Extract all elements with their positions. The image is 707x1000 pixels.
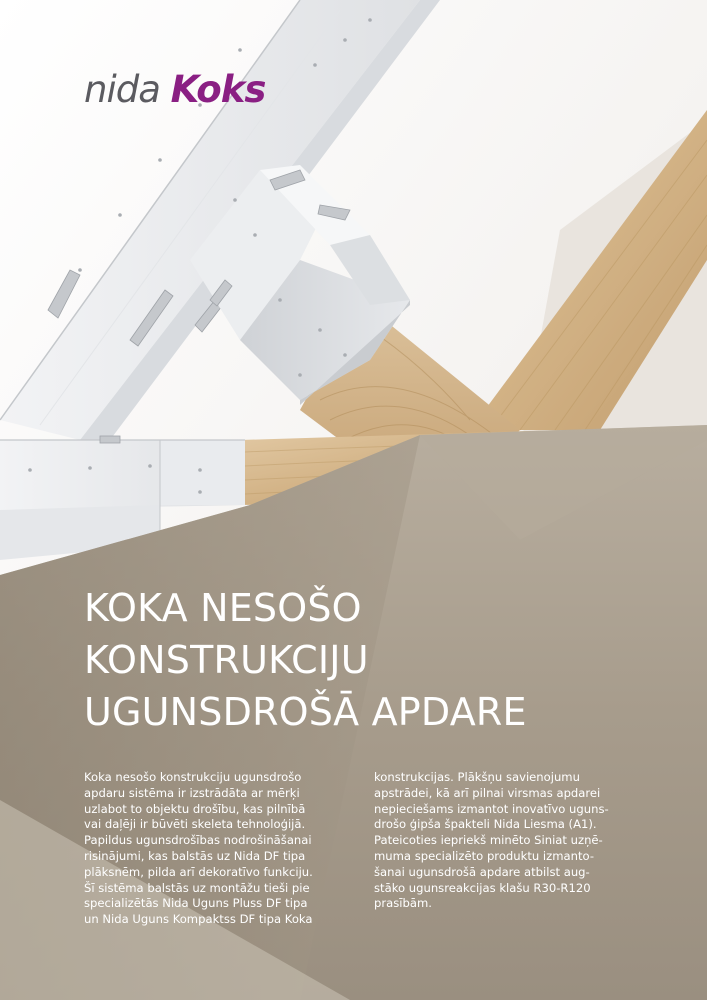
title-line: UGUNSDROŠĀ APDARE <box>84 690 527 734</box>
logo-nida-text: nida <box>84 68 160 111</box>
text-line: konstrukcijas. Plākšņu savienojumu <box>374 770 580 784</box>
title-line: KONSTRUKCIJU <box>84 638 369 682</box>
text-line: Koka nesošo konstrukciju ugunsdrošo <box>84 770 302 784</box>
logo-koks-text: Koks <box>170 68 266 111</box>
nida-koks-logo <box>84 68 265 111</box>
text-line: specializētās Nida Uguns Pluss DF tipa <box>84 896 308 911</box>
text-line: uzlabot to objektu drošību, kas pilnībā <box>84 801 306 816</box>
text-line: šanai ugunsdrošā apdare atbilst aug- <box>374 864 590 879</box>
text-line: un Nida Uguns Kompaktss DF tipa Koka <box>84 912 313 927</box>
text-line: Papildus ugunsdrošības nodrošināšanai <box>84 833 312 848</box>
text-line: apdaru sistēma ir izstrādāta ar mērķi <box>84 785 300 800</box>
body-text-right-column <box>374 770 654 912</box>
text-line: prasībām. <box>374 896 432 911</box>
text-line: plāksnēm, pilda arī dekoratīvo funkciju. <box>84 864 313 879</box>
text-line: drošo ģipša špakteli Nida Liesma (A1). <box>374 817 597 832</box>
text-line: nepieciešams izmantot inovatīvo uguns- <box>374 801 609 816</box>
text-line: risinājumi, kas balstās uz Nida DF tipa <box>84 848 306 863</box>
text-line: vai daļēji ir būvēti skeleta tehnoloģijā. <box>84 817 306 832</box>
title-line: KOKA NESOŠO <box>84 586 362 630</box>
text-line: muma specializēto produktu izmanto- <box>374 848 594 863</box>
body-text-left-column <box>84 770 364 928</box>
text-line: apstrādei, kā arī pilnai virsmas apdarei <box>374 785 601 800</box>
text-line: Šī sistēma balstās uz montāžu tieši pie <box>84 880 310 895</box>
text-line: stāko ugunsreakcijas klašu R30-R120 <box>374 880 591 895</box>
page-title <box>84 582 644 738</box>
text-line: Pateicoties iepriekš minēto Siniat uzņē- <box>374 833 603 848</box>
